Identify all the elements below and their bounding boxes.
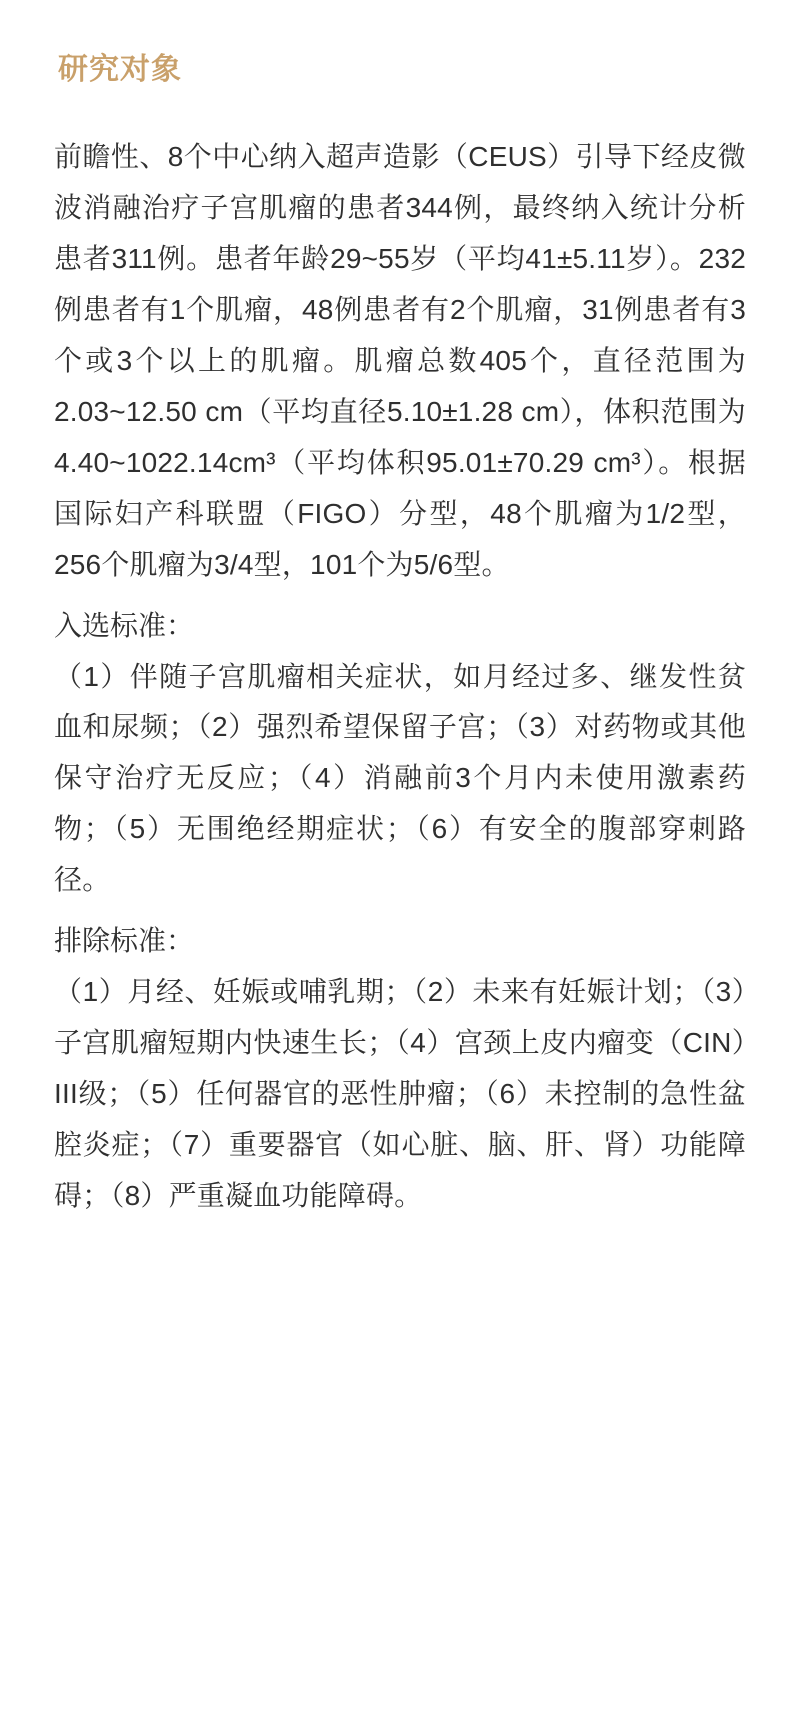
exclusion-criteria-label: 排除标准： (54, 925, 195, 957)
inclusion-criteria-text: （1）伴随子宫肌瘤相关症状，如月经过多、继发性贫血和尿频；（2）强烈希望保留子宫；（3）对药物或其他保守治疗无反应；（4）消融前3个月内未使用激素药物；（5）无围绝经期症状；（6）有安全的腹部穿刺路径。 (54, 660, 746, 896)
study-subjects-paragraph: 前瞻性、8个中心纳入超声造影（CEUS）引导下经皮微波消融治疗子宫肌瘤的患者344例，最终纳入统计分析患者311例。患者年龄29~55岁（平均41±5.11岁）。232例患者有1个肌瘤，48例患者有2个肌瘤，31例患者有3个或3个以上的肌瘤。肌瘤总数405个，直径范围为2.03~12.50 cm（平均直径5.10±1.28 cm），体积范围为4.40~1022.14cm³（平均体积95.01±70.29 cm³）。根据国际妇产科联盟（FIGO）分型，48个肌瘤为1/2型，256个肌瘤为3/4型，101个为5/6型。 (54, 141, 746, 580)
inclusion-criteria-label: 入选标准： (54, 609, 195, 641)
exclusion-criteria-text: （1）月经、妊娠或哺乳期；（2）未来有妊娠计划；（3）子宫肌瘤短期内快速生长；（4）宫颈上皮内瘤变（CIN）III级；（5）任何器官的恶性肿瘤；（6）未控制的急性盆腔炎症；（7）重要器官（如心脏、脑、肝、肾）功能障碍；（8）严重凝血功能障碍。 (54, 976, 746, 1212)
page-title: 研究对象 (58, 53, 182, 86)
